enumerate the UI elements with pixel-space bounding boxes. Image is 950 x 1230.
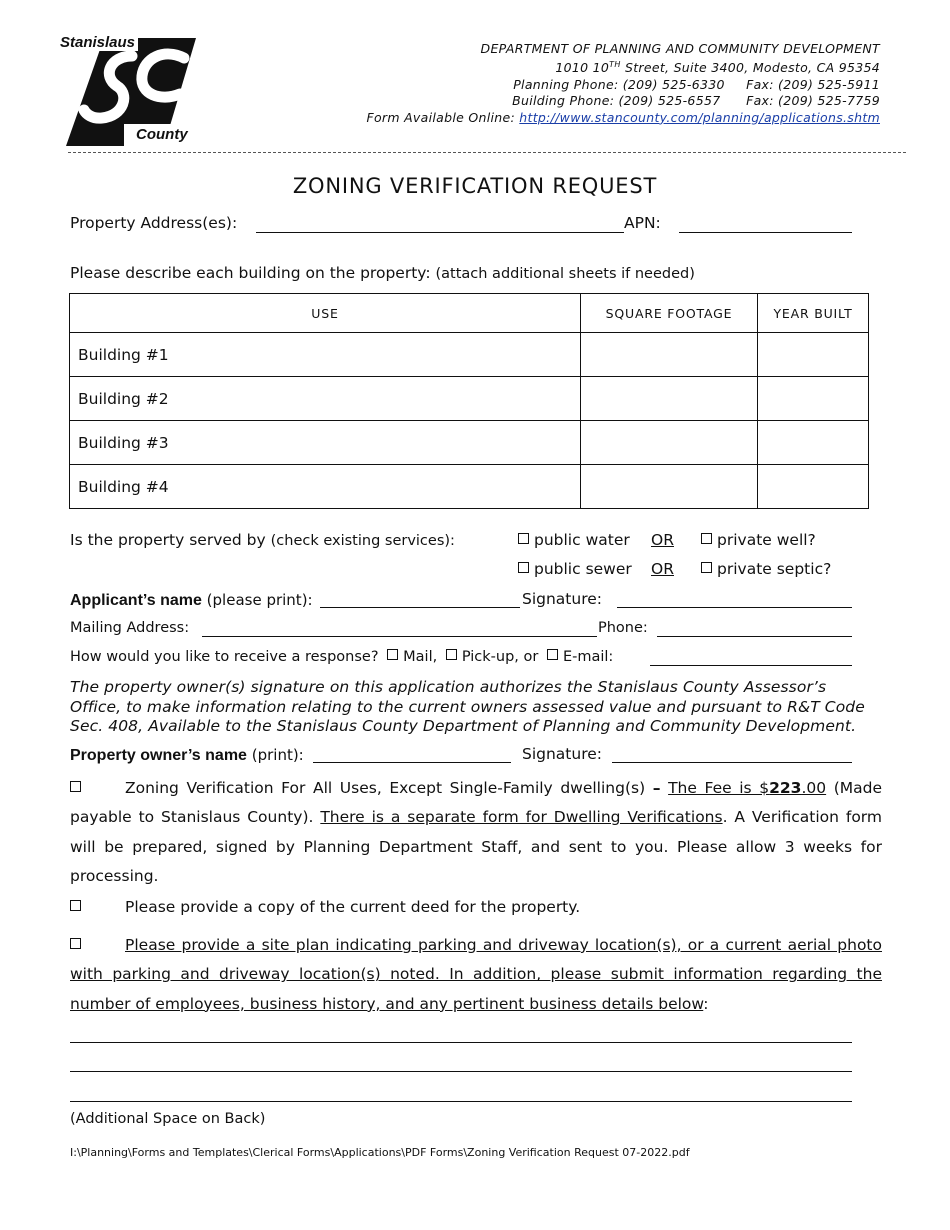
buildings-table — [69, 293, 869, 509]
zoning-verification-option: Zoning Verification For All Uses, Except Single-Family dwelling(s) – The Fee is $223.00 (Made payable to Stanislaus County). There is a separate form for Dwelling Verifications. A Verification form will be prepared, signed by Planning Department Staff, and sent to you. Please allow 3 weeks for processing. — [70, 779, 883, 886]
services-question: Is the property served by (check existing services): — [70, 531, 455, 549]
private-septic-checkbox[interactable] — [701, 562, 712, 573]
column-header-square-footage: SQUARE FOOTAGE — [581, 294, 758, 333]
building-use-cell[interactable]: Building #1 — [70, 333, 581, 377]
applicant-name-field[interactable] — [320, 607, 520, 608]
private-septic-option[interactable]: private septic? — [701, 560, 831, 578]
public-water-option[interactable]: public water — [518, 531, 630, 549]
details-line[interactable] — [70, 1042, 852, 1043]
authorization-statement: The property owner(s) signature on this application authorizes the Stanislaus County Assessor’s Office, to make information relating to the current owners assessed value and pursuant to R&T Code Sec. 408, Available to the Stanislaus County Department of Planning and Community Development. — [70, 678, 865, 735]
building-use-cell[interactable]: Building #2 — [70, 377, 581, 421]
footer-file-path: I:\Planning\Forms and Templates\Clerical Forms\Applications\PDF Forms\Zoning Verification Request 07-2022.pdf — [70, 1146, 690, 1159]
building-contact: Building Phone: (209) 525-6557 Fax: (209) 525-7759 — [512, 93, 880, 109]
table-header-row — [70, 294, 869, 333]
owner-name-field[interactable] — [313, 762, 511, 763]
mailing-address-field[interactable] — [202, 636, 597, 637]
logo-bottom-text: County — [136, 126, 188, 143]
owner-signature-label: Signature: — [522, 745, 602, 763]
public-sewer-option[interactable]: public sewer — [518, 560, 632, 578]
applicant-signature-label: Signature: — [522, 590, 602, 608]
email-field[interactable] — [650, 665, 852, 666]
additional-space-note: (Additional Space on Back) — [70, 1111, 266, 1127]
details-line[interactable] — [70, 1071, 852, 1072]
table-row — [70, 465, 869, 509]
property-address-label: Property Address(es): — [70, 214, 238, 232]
deed-option: Please provide a copy of the current deed for the property. — [70, 893, 882, 922]
deed-checkbox[interactable] — [70, 900, 81, 911]
year-built-cell[interactable] — [758, 333, 869, 377]
year-built-cell[interactable] — [758, 465, 869, 509]
site-plan-checkbox[interactable] — [70, 938, 81, 949]
square-footage-cell[interactable] — [581, 377, 758, 421]
owner-name-label: Property owner’s name (print): — [70, 746, 304, 764]
public-sewer-checkbox[interactable] — [518, 562, 529, 573]
square-footage-cell[interactable] — [581, 333, 758, 377]
online-link-row: Form Available Online: http://www.stancounty.com/planning/applications.shtm — [366, 109, 880, 125]
table-row — [70, 333, 869, 377]
column-header-use: USE — [70, 294, 581, 333]
applicant-signature-field[interactable] — [617, 607, 852, 608]
public-water-checkbox[interactable] — [518, 533, 529, 544]
mail-checkbox[interactable] — [387, 649, 398, 660]
phone-field[interactable] — [657, 636, 852, 637]
phone-label: Phone: — [598, 620, 648, 636]
response-question: How would you like to receive a response? Mail, Pick-up, or E-mail: — [70, 649, 614, 665]
planning-contact: Planning Phone: (209) 525-6330 Fax: (209) 525-5911 — [513, 76, 880, 92]
department-name: DEPARTMENT OF PLANNING AND COMMUNITY DEVELOPMENT — [480, 41, 880, 56]
square-footage-cell[interactable] — [581, 465, 758, 509]
buildings-prompt: Please describe each building on the property: (attach additional sheets if needed) — [70, 264, 695, 282]
table-row — [70, 377, 869, 421]
county-logo — [62, 36, 198, 148]
fee-text: The Fee is $223.00 — [668, 779, 827, 797]
table-row — [70, 421, 869, 465]
owner-signature-field[interactable] — [612, 762, 852, 763]
applicant-name-label: Applicant’s name (please print): — [70, 591, 313, 609]
or-label: OR — [651, 560, 674, 578]
property-address-field[interactable] — [256, 232, 624, 233]
header-divider — [68, 152, 906, 153]
private-well-option[interactable]: private well? — [701, 531, 816, 549]
department-address: 1010 10TH Street, Suite 3400, Modesto, CA 95354 — [555, 60, 880, 76]
online-form-link[interactable]: http://www.stancounty.com/planning/applications.shtm — [519, 109, 880, 125]
logo-top-text: Stanislaus — [60, 34, 138, 51]
square-footage-cell[interactable] — [581, 421, 758, 465]
building-use-cell[interactable]: Building #4 — [70, 465, 581, 509]
building-use-cell[interactable]: Building #3 — [70, 421, 581, 465]
pickup-checkbox[interactable] — [446, 649, 457, 660]
site-plan-option: Please provide a site plan indicating parking and driveway location(s), or a current aerial photo with parking and driveway location(s) noted. In addition, please submit information regarding the number of employees, business history, and any pertinent business details below: — [70, 936, 882, 1013]
email-checkbox[interactable] — [547, 649, 558, 660]
column-header-year-built: YEAR BUILT — [758, 294, 869, 333]
page-title: ZONING VERIFICATION REQUEST — [292, 174, 658, 198]
or-label: OR — [651, 531, 674, 549]
year-built-cell[interactable] — [758, 421, 869, 465]
mailing-address-label: Mailing Address: — [70, 620, 190, 636]
details-line[interactable] — [70, 1101, 852, 1102]
year-built-cell[interactable] — [758, 377, 869, 421]
apn-field[interactable] — [679, 232, 852, 233]
zoning-verification-checkbox[interactable] — [70, 781, 81, 792]
private-well-checkbox[interactable] — [701, 533, 712, 544]
apn-label: APN: — [624, 214, 661, 232]
department-header — [366, 41, 880, 126]
